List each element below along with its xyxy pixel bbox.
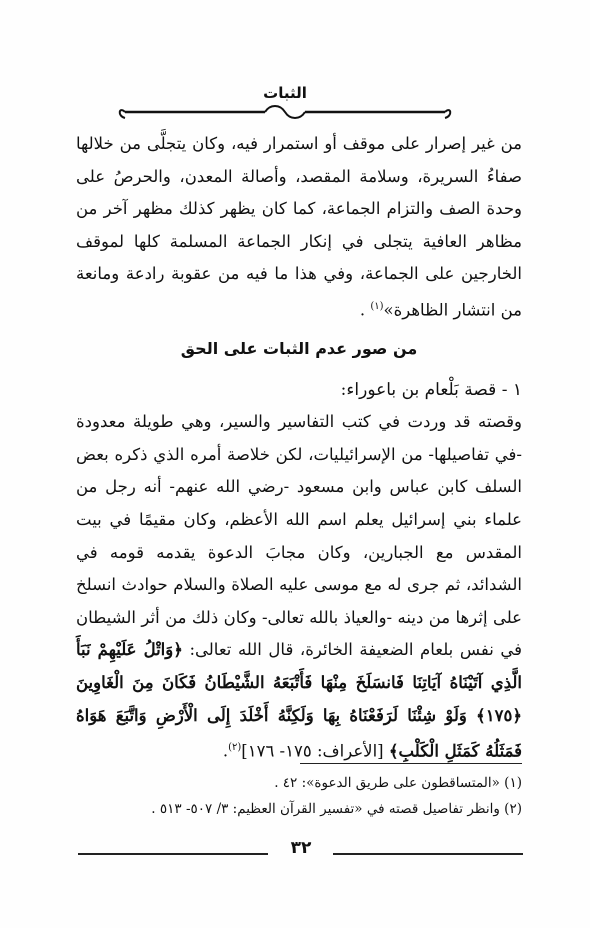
- footnote-separator: [300, 763, 522, 764]
- intro-paragraph: من غير إصرار على موقف أو استمرار فيه، وكان يتجلَّى من خلالها صفاءُ السريرة، وسلامة المقصد، وأصالة المعدن، والحرصُ على وحدة الصف والتزام الجماعة، كما كان يظهر كذلك مظهر آخر من مظاهر العافية يتجلى في إنكار الجماعة المسلمة كلها لموقف الخارجين على الجماعة، وفي هذا ما فيه من عقوبة رادعة ومانعة من انتشار الظاهرة»$^{(١)}$ .: [76, 134, 522, 320]
- footnote-2: (٢) وانظر تفاصيل قصته في «تفسير القرآن العظيم: ٣/ ٥٠٧- ٥١٣ .: [151, 801, 522, 817]
- header-title: الثبات: [263, 84, 307, 102]
- page-body: [76, 128, 522, 768]
- footnote-1: (١) «المتساقطون على طريق الدعوة»: ٤٢ .: [274, 775, 522, 791]
- footnote-mark-2: (٢): [228, 742, 242, 754]
- page-number: ٣٢: [290, 838, 312, 858]
- section-title: من صور عدم الثبات على الحق: [180, 339, 418, 359]
- intro-text: من غير إصرار على موقف أو استمرار فيه، وكان يتجلَّى من خلالها صفاءُ السريرة، وسلامة المقصد، وأصالة المعدن، والحرصُ على وحدة الصف والتزام الجماعة، كما كان يظهر كذلك مظهر آخر من مظاهر العافية يتجلى في إنكار الجماعة المسلمة كلها لموقف الخارجين على الجماعة، وفي هذا ما فيه من عقوبة رادعة ومانعة من انتشار الظاهرة»: [76, 134, 522, 320]
- bottom-rule-right: [333, 853, 523, 855]
- bottom-rule-left: [78, 853, 268, 855]
- quran-verse: ﴿وَاتْلُ عَلَيْهِمْ نَبَأَ الَّذِي آتَيْنَاهُ آيَاتِنَا فَانسَلَخَ مِنْهَا فَأَتْبَعَهُ الشَّيْطَانُ فَكَانَ مِنَ الْغَاوِينَ ﴿١٧٥﴾ وَلَوْ شِئْنَا لَرَفَعْنَاهُ بِهَا وَلَكِنَّهُ أَخْلَدَ إِلَى الْأَرْضِ وَاتَّبَعَ هَوَاهُ فَمَثَلُهُ كَمَثَلِ الْكَلْبِ﴾: [76, 640, 522, 761]
- page-header: [115, 78, 455, 122]
- footnotes: [60, 770, 522, 822]
- quran-reference: [الأعراف: ١٧٥- ١٧٦]: [241, 741, 384, 761]
- subsection-title: ١ - قصة بَلْعام بن باعوراء:: [340, 379, 522, 400]
- story-paragraph: وقصته قد وردت في كتب التفاسير والسير، وهي طويلة معدودة -في تفاصيلها- من الإسرائيليات، لكن خلاصة أمره الذي ذكره بعض السلف كابن عباس وابن مسعود -رضي الله عنهم- أنه رجل من علماء بني إسرائيل يعلم اسم الله الأعظم، وكان مقيمًا في بيت المقدس مع الجبارين، وكان مجابَ الدعوة يقدمه قومه في الشدائد، ثم جرى له مع موسى عليه الصلاة والسلام حوادث انسلخ على إثرها من دينه -والعياذ بالله تعالى- وكان ذلك من أثر الشيطان في نفس بلعام الضعيفة الخائرة، قال الله تعالى: ﴿وَاتْلُ عَلَيْهِمْ نَبَأَ الَّذِي آتَيْنَاهُ آيَاتِنَا فَانسَلَخَ مِنْهَا فَأَتْبَعَهُ الشَّيْطَانُ فَكَانَ مِنَ الْغَاوِينَ ﴿١٧٥﴾ وَلَوْ شِئْنَا لَرَفَعْنَاهُ بِهَا وَلَكِنَّهُ أَخْلَدَ إِلَى الْأَرْضِ وَاتَّبَعَ هَوَاهُ فَمَثَلُهُ كَمَثَلِ الْكَلْبِ﴾ [الأعراف: ١٧٥- ١٧٦]$^{(٢)}$.: [76, 412, 522, 761]
- footnote-mark-1: (١): [370, 300, 384, 312]
- story-text: وقصته قد وردت في كتب التفاسير والسير، وهي طويلة معدودة -في تفاصيلها- من الإسرائيليات، لكن خلاصة أمره الذي ذكره بعض السلف كابن عباس وابن مسعود -رضي الله عنهم- أنه رجل من علماء بني إسرائيل يعلم اسم الله الأعظم، وكان مقيمًا في بيت المقدس مع الجبارين، وكان مجابَ الدعوة يقدمه قومه في الشدائد، ثم جرى له مع موسى عليه الصلاة والسلام حوادث انسلخ على إثرها من دينه -والعياذ بالله تعالى- وكان ذلك من أثر الشيطان في نفس بلعام الضعيفة الخائرة، قال الله تعالى:: [76, 412, 522, 660]
- header-ornament: [115, 102, 455, 122]
